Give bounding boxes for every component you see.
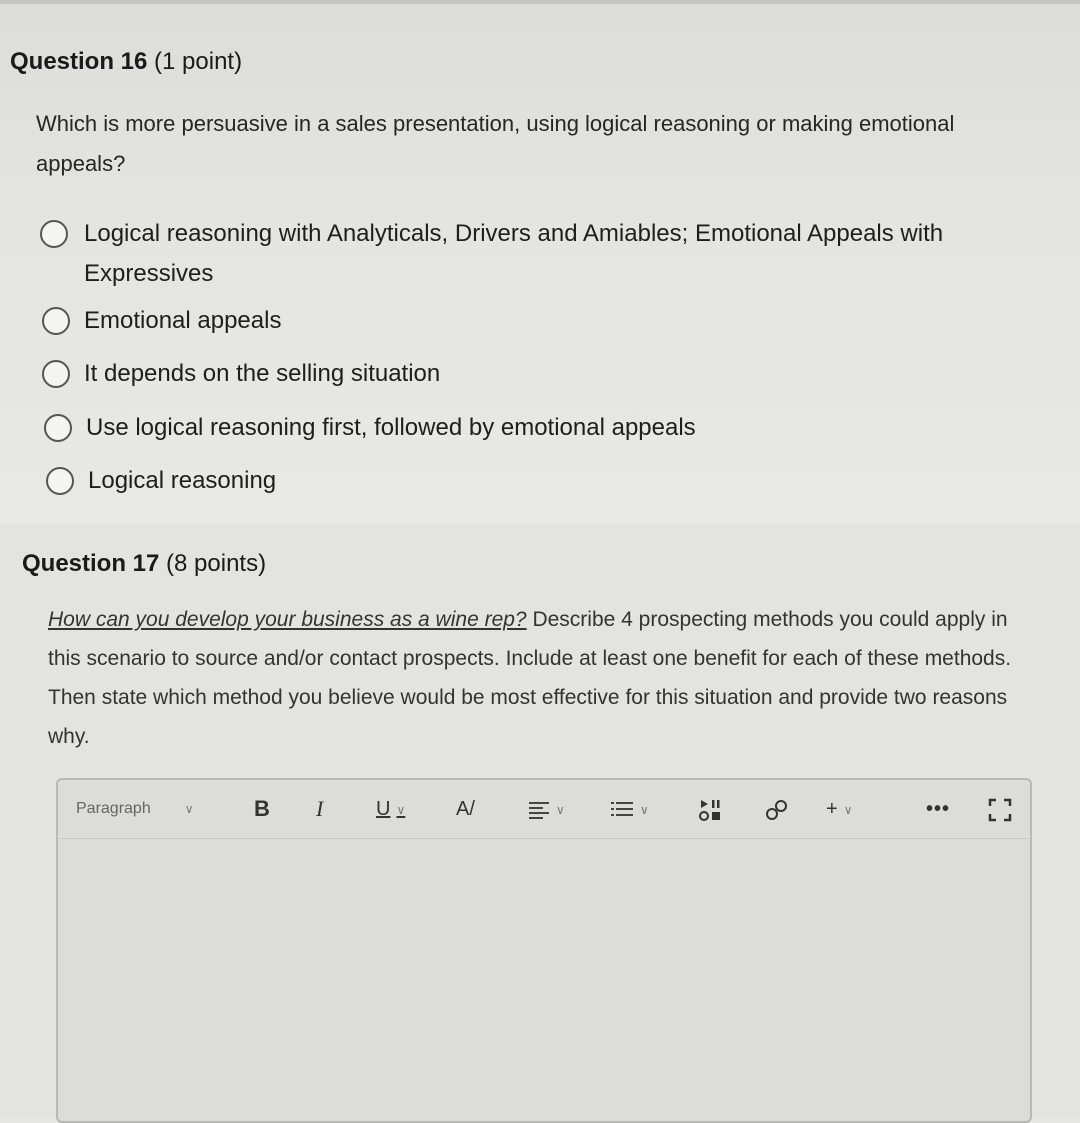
question-17-title: Question 17 (8 points): [22, 550, 267, 577]
question-17-lead: How can you develop your business as a wine rep?: [48, 608, 527, 631]
insert-media-button[interactable]: [698, 794, 724, 824]
list-icon: [610, 800, 634, 820]
radio-button[interactable]: [42, 307, 70, 335]
question-16-text: Which is more persuasive in a sales presentation, using logical reasoning or making emotional appeals?: [36, 111, 955, 176]
question-17-body: Describe 4 prospecting methods you could apply in this scenario to source and/or contact prospects. Include at least one benefit for each of these methods. Then state which method you believe would be most effective for this situation and provide two reasons why.: [48, 608, 1012, 748]
insert-stuff-button[interactable]: + ∨: [826, 798, 853, 820]
slash-icon: /: [469, 798, 475, 820]
option-label: Emotional appeals: [84, 307, 282, 334]
radio-button[interactable]: [46, 467, 74, 495]
underline-button[interactable]: U ∨: [376, 798, 406, 820]
align-icon: [528, 800, 550, 820]
italic-button[interactable]: I: [316, 796, 324, 821]
fullscreen-icon: [988, 798, 1012, 822]
chevron-down-icon: ∨: [184, 802, 194, 816]
option-3[interactable]: [42, 354, 440, 394]
option-4[interactable]: [44, 408, 696, 448]
option-label: Logical reasoning: [88, 467, 277, 494]
radio-button[interactable]: [42, 360, 70, 388]
text-format-button[interactable]: A/: [456, 798, 475, 820]
answer-editor[interactable]: [56, 778, 1032, 1123]
question-16-title: Question 16 (1 point): [10, 48, 243, 75]
more-actions-button[interactable]: •••: [926, 798, 951, 820]
bold-button[interactable]: B: [254, 796, 270, 821]
chevron-down-icon: ∨: [556, 802, 565, 817]
chevron-down-icon: ∨: [640, 802, 649, 817]
option-5[interactable]: [46, 461, 276, 501]
media-icon: [698, 798, 724, 822]
list-button[interactable]: [610, 794, 649, 824]
radio-button[interactable]: [44, 414, 72, 442]
insert-link-button[interactable]: [764, 794, 790, 824]
paragraph-format-select[interactable]: Paragraph ∨: [76, 800, 194, 818]
option-label: It depends on the selling situation: [84, 360, 441, 387]
chevron-down-icon: ∨: [396, 802, 406, 817]
radio-button[interactable]: [40, 220, 68, 248]
chevron-down-icon: ∨: [843, 802, 853, 817]
option-label: Logical reasoning with Analyticals, Drivers and Amiables; Emotional Appeals with Expressives: [84, 220, 944, 287]
option-2[interactable]: [42, 301, 281, 341]
fullscreen-button[interactable]: [988, 794, 1012, 824]
divider: [0, 0, 1080, 4]
editor-toolbar: [58, 780, 1030, 839]
link-icon: [764, 798, 790, 822]
question-17-text: [48, 600, 1038, 756]
option-label: Use logical reasoning first, followed by emotional appeals: [86, 414, 696, 441]
option-1[interactable]: [40, 214, 1040, 294]
align-button[interactable]: [528, 794, 565, 824]
